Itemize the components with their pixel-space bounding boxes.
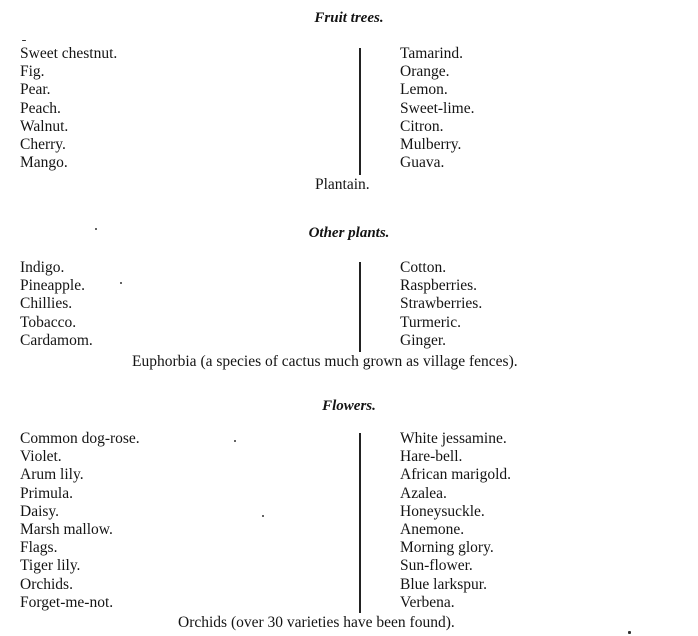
scan-speck bbox=[234, 440, 236, 442]
list-item: Azalea. bbox=[400, 484, 447, 502]
list-item: Orange. bbox=[400, 63, 450, 81]
flowers-footer: Orchids (over 30 varieties have been found). bbox=[178, 614, 455, 631]
list-item: Sweet chestnut. bbox=[20, 45, 118, 62]
fruit-trees-footer: Plantain. bbox=[315, 176, 370, 193]
list-item: Forget-me-not. bbox=[20, 593, 114, 611]
list-item: Lemon. bbox=[400, 81, 448, 99]
scan-speck bbox=[95, 228, 97, 230]
list-item: Blue larkspur. bbox=[400, 575, 487, 593]
list-item: Mango. bbox=[20, 154, 68, 172]
scan-speck bbox=[22, 40, 26, 41]
list-item: Strawberries. bbox=[400, 295, 483, 313]
list-item: Citron. bbox=[400, 117, 444, 135]
section-heading-other-plants: Other plants. bbox=[308, 225, 390, 241]
list-item: Common dog-rose. bbox=[20, 430, 140, 447]
other-plants-footer: Euphorbia (a species of cactus much grown as village fences). bbox=[132, 353, 518, 370]
list-item: Honeysuckle. bbox=[400, 502, 485, 520]
list-item: Pineapple. bbox=[20, 277, 85, 295]
list-item: White jessamine. bbox=[400, 430, 507, 447]
list-item: Walnut. bbox=[20, 117, 69, 135]
list-item: Raspberries. bbox=[400, 277, 478, 295]
section-heading-fruit-trees: Fruit trees. bbox=[314, 10, 384, 26]
list-item: Guava. bbox=[400, 154, 445, 172]
list-item: Arum lily. bbox=[20, 466, 84, 484]
list-item: Mulberry. bbox=[400, 136, 462, 154]
list-item: Flags. bbox=[20, 539, 58, 557]
list-item: Indigo. bbox=[20, 259, 65, 276]
other-plants-left-list bbox=[20, 259, 93, 350]
list-item: Morning glory. bbox=[400, 539, 494, 557]
section-heading-flowers: Flowers. bbox=[322, 398, 376, 414]
list-item: Cardamom. bbox=[20, 331, 93, 349]
column-divider bbox=[359, 433, 361, 613]
scan-speck bbox=[628, 631, 631, 634]
list-item: Daisy. bbox=[20, 502, 60, 520]
list-item: Cotton. bbox=[400, 259, 447, 276]
list-item: Turmeric. bbox=[400, 313, 461, 331]
list-item: Chillies. bbox=[20, 295, 73, 313]
list-item: Cherry. bbox=[20, 136, 66, 154]
list-item: Marsh mallow. bbox=[20, 521, 113, 539]
list-item: Fig. bbox=[20, 63, 45, 81]
column-divider bbox=[359, 48, 361, 175]
list-item: African marigold. bbox=[400, 466, 512, 484]
column-divider bbox=[359, 262, 361, 352]
scan-speck bbox=[120, 282, 122, 284]
flowers-right-list bbox=[400, 430, 511, 612]
scan-speck bbox=[262, 515, 264, 517]
list-item: Tobacco. bbox=[20, 313, 77, 331]
other-plants-right-list bbox=[400, 259, 482, 350]
list-item: Primula. bbox=[20, 484, 73, 502]
list-item: Tamarind. bbox=[400, 45, 464, 62]
fruit-trees-left-list bbox=[20, 45, 117, 172]
list-item: Verbena. bbox=[400, 593, 455, 611]
list-item: Anemone. bbox=[400, 521, 465, 539]
list-item: Sun-flower. bbox=[400, 557, 473, 575]
list-item: Peach. bbox=[20, 99, 61, 117]
fruit-trees-right-list bbox=[400, 45, 474, 172]
list-item: Tiger lily. bbox=[20, 557, 81, 575]
flowers-left-list bbox=[20, 430, 140, 612]
list-item: Violet. bbox=[20, 448, 62, 466]
list-item: Hare-bell. bbox=[400, 448, 463, 466]
list-item: Orchids. bbox=[20, 575, 73, 593]
list-item: Ginger. bbox=[400, 331, 447, 349]
list-item: Sweet-lime. bbox=[400, 99, 475, 117]
list-item: Pear. bbox=[20, 81, 51, 99]
